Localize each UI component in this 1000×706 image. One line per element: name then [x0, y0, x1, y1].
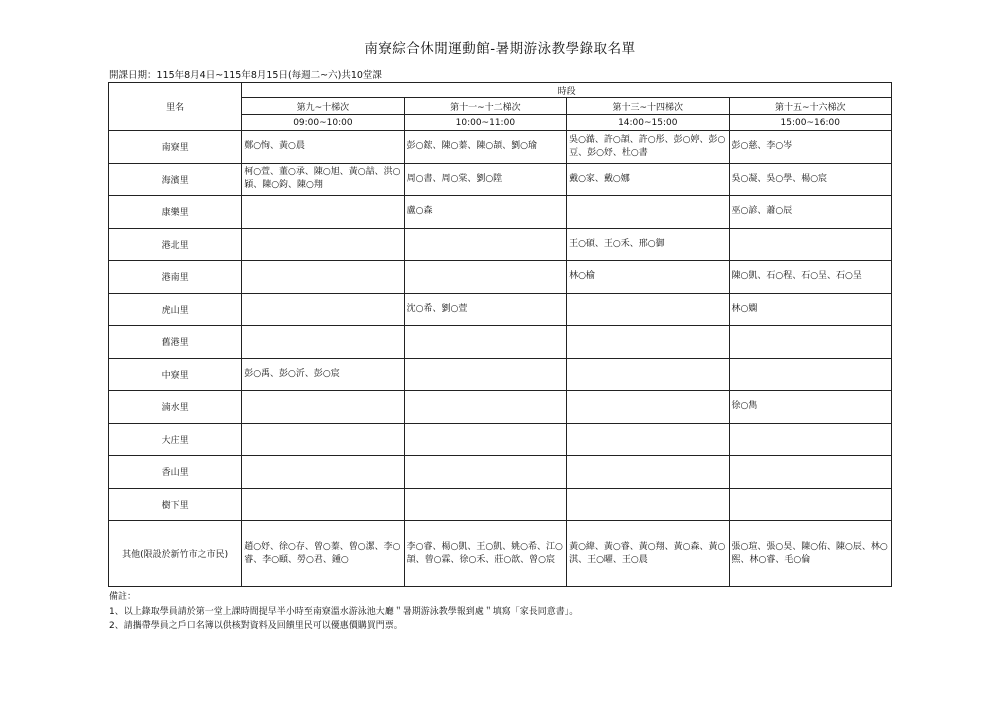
student-names [404, 261, 566, 294]
note-item: 2、請攜帶學員之戶口名簿以供核對資料及回饋里民可以優惠價購買門票。 [109, 621, 403, 631]
table-row [109, 456, 892, 489]
student-names [242, 196, 404, 229]
slot-time: 14:00~15:00 [567, 115, 729, 131]
period-header: 時段 [242, 83, 892, 98]
village-name: 港北里 [109, 228, 242, 261]
student-names [242, 293, 404, 326]
student-names [242, 326, 404, 359]
student-names [729, 423, 892, 456]
student-names [729, 358, 892, 391]
student-names: 柯○萱、董○承、陳○旭、黃○喆、洪○穎、陳○鈞、陳○翔 [242, 163, 404, 196]
slot-time: 15:00~16:00 [729, 115, 892, 131]
student-names: 吳○澔、許○頡、許○彤、彭○婷、彭○豆、彭○妤、杜○書 [567, 131, 729, 164]
village-header: 里名 [109, 83, 242, 131]
table-row [109, 423, 892, 456]
slot-time: 09:00~10:00 [242, 115, 404, 131]
village-name: 海濱里 [109, 163, 242, 196]
student-names: 戴○家、戴○娜 [567, 163, 729, 196]
student-names [729, 488, 892, 521]
table-row [109, 163, 892, 196]
table-row [109, 488, 892, 521]
student-names: 王○碩、王○禾、邢○御 [567, 228, 729, 261]
student-names [404, 423, 566, 456]
village-name: 康樂里 [109, 196, 242, 229]
slot-label: 第九~十梯次 [242, 98, 404, 115]
student-names [567, 456, 729, 489]
student-names [567, 196, 729, 229]
table-row [109, 391, 892, 424]
student-names: 彭○慈、李○岑 [729, 131, 892, 164]
table-row [109, 131, 892, 164]
village-name: 虎山里 [109, 293, 242, 326]
village-name: 港南里 [109, 261, 242, 294]
student-names: 黃○緯、黃○睿、黃○翔、黃○森、黃○淇、王○曜、王○晨 [567, 521, 729, 587]
enrollment-table [108, 82, 892, 587]
slot-label: 第十三~十四梯次 [567, 98, 729, 115]
student-names: 周○書、周○棠、劉○陞 [404, 163, 566, 196]
student-names [242, 456, 404, 489]
student-names: 吳○凝、吳○學、楊○宸 [729, 163, 892, 196]
student-names: 巫○諺、蕭○辰 [729, 196, 892, 229]
student-names [567, 423, 729, 456]
notes-heading: 備註： [109, 592, 137, 602]
table-row [109, 293, 892, 326]
table-row [109, 326, 892, 359]
note-item: 1、以上錄取學員請於第一堂上課時間提早半小時至南寮溫水游泳池大廳＂暑期游泳教學報到處＂填寫「家長同意書」。 [109, 606, 579, 617]
student-names: 盧○森 [404, 196, 566, 229]
student-names [242, 228, 404, 261]
student-names: 徐○雋 [729, 391, 892, 424]
village-name: 舊港里 [109, 326, 242, 359]
student-names: 趙○妤、徐○存、曾○蓁、曾○潔、李○睿、李○頤、勞○君、鍾○ [242, 521, 404, 587]
village-name: 中寮里 [109, 358, 242, 391]
village-name: 樹下里 [109, 488, 242, 521]
student-names: 彭○鋐、陳○蓁、陳○頡、劉○瑜 [404, 131, 566, 164]
student-names [242, 391, 404, 424]
table-row [109, 196, 892, 229]
student-names [404, 391, 566, 424]
student-names: 李○睿、楊○凱、王○凱、姚○希、江○頡、曾○霖、徐○禾、莊○歆、曾○宸 [404, 521, 566, 587]
student-names [567, 391, 729, 424]
student-names [242, 261, 404, 294]
slot-time: 10:00~11:00 [404, 115, 566, 131]
slot-label: 第十五~十六梯次 [729, 98, 892, 115]
slot-label: 第十一~十二梯次 [404, 98, 566, 115]
student-names [404, 228, 566, 261]
student-names: 彭○禹、彭○沂、彭○宸 [242, 358, 404, 391]
student-names [567, 326, 729, 359]
table-row [109, 228, 892, 261]
village-name: 其他(限設於新竹市之市民) [109, 521, 242, 587]
student-names: 林○榆 [567, 261, 729, 294]
student-names [729, 228, 892, 261]
village-name: 湳水里 [109, 391, 242, 424]
student-names [242, 423, 404, 456]
village-name: 香山里 [109, 456, 242, 489]
student-names [404, 456, 566, 489]
student-names: 陳○凱、石○程、石○呈、石○呈 [729, 261, 892, 294]
table-row [109, 261, 892, 294]
student-names [242, 488, 404, 521]
student-names: 鄭○恂、黃○晨 [242, 131, 404, 164]
student-names [404, 358, 566, 391]
student-names [567, 488, 729, 521]
student-names [729, 456, 892, 489]
student-names [567, 293, 729, 326]
student-names [404, 488, 566, 521]
student-names: 張○瑄、張○昊、陳○佑、陳○辰、林○熙、林○睿、毛○倫 [729, 521, 892, 587]
village-name: 大庄里 [109, 423, 242, 456]
table-row [109, 521, 892, 587]
notes-section [109, 590, 578, 634]
page-title: 南寮綜合休閒運動館-暑期游泳教學錄取名單 [364, 41, 636, 57]
student-names [404, 326, 566, 359]
table-row [109, 358, 892, 391]
student-names [729, 326, 892, 359]
course-dates: 開課日期：115年8月4日~115年8月15日(每週二~六)共10堂課 [109, 70, 382, 81]
village-name: 南寮里 [109, 131, 242, 164]
student-names: 沈○希、劉○萱 [404, 293, 566, 326]
student-names [567, 358, 729, 391]
student-names: 林○嫻 [729, 293, 892, 326]
